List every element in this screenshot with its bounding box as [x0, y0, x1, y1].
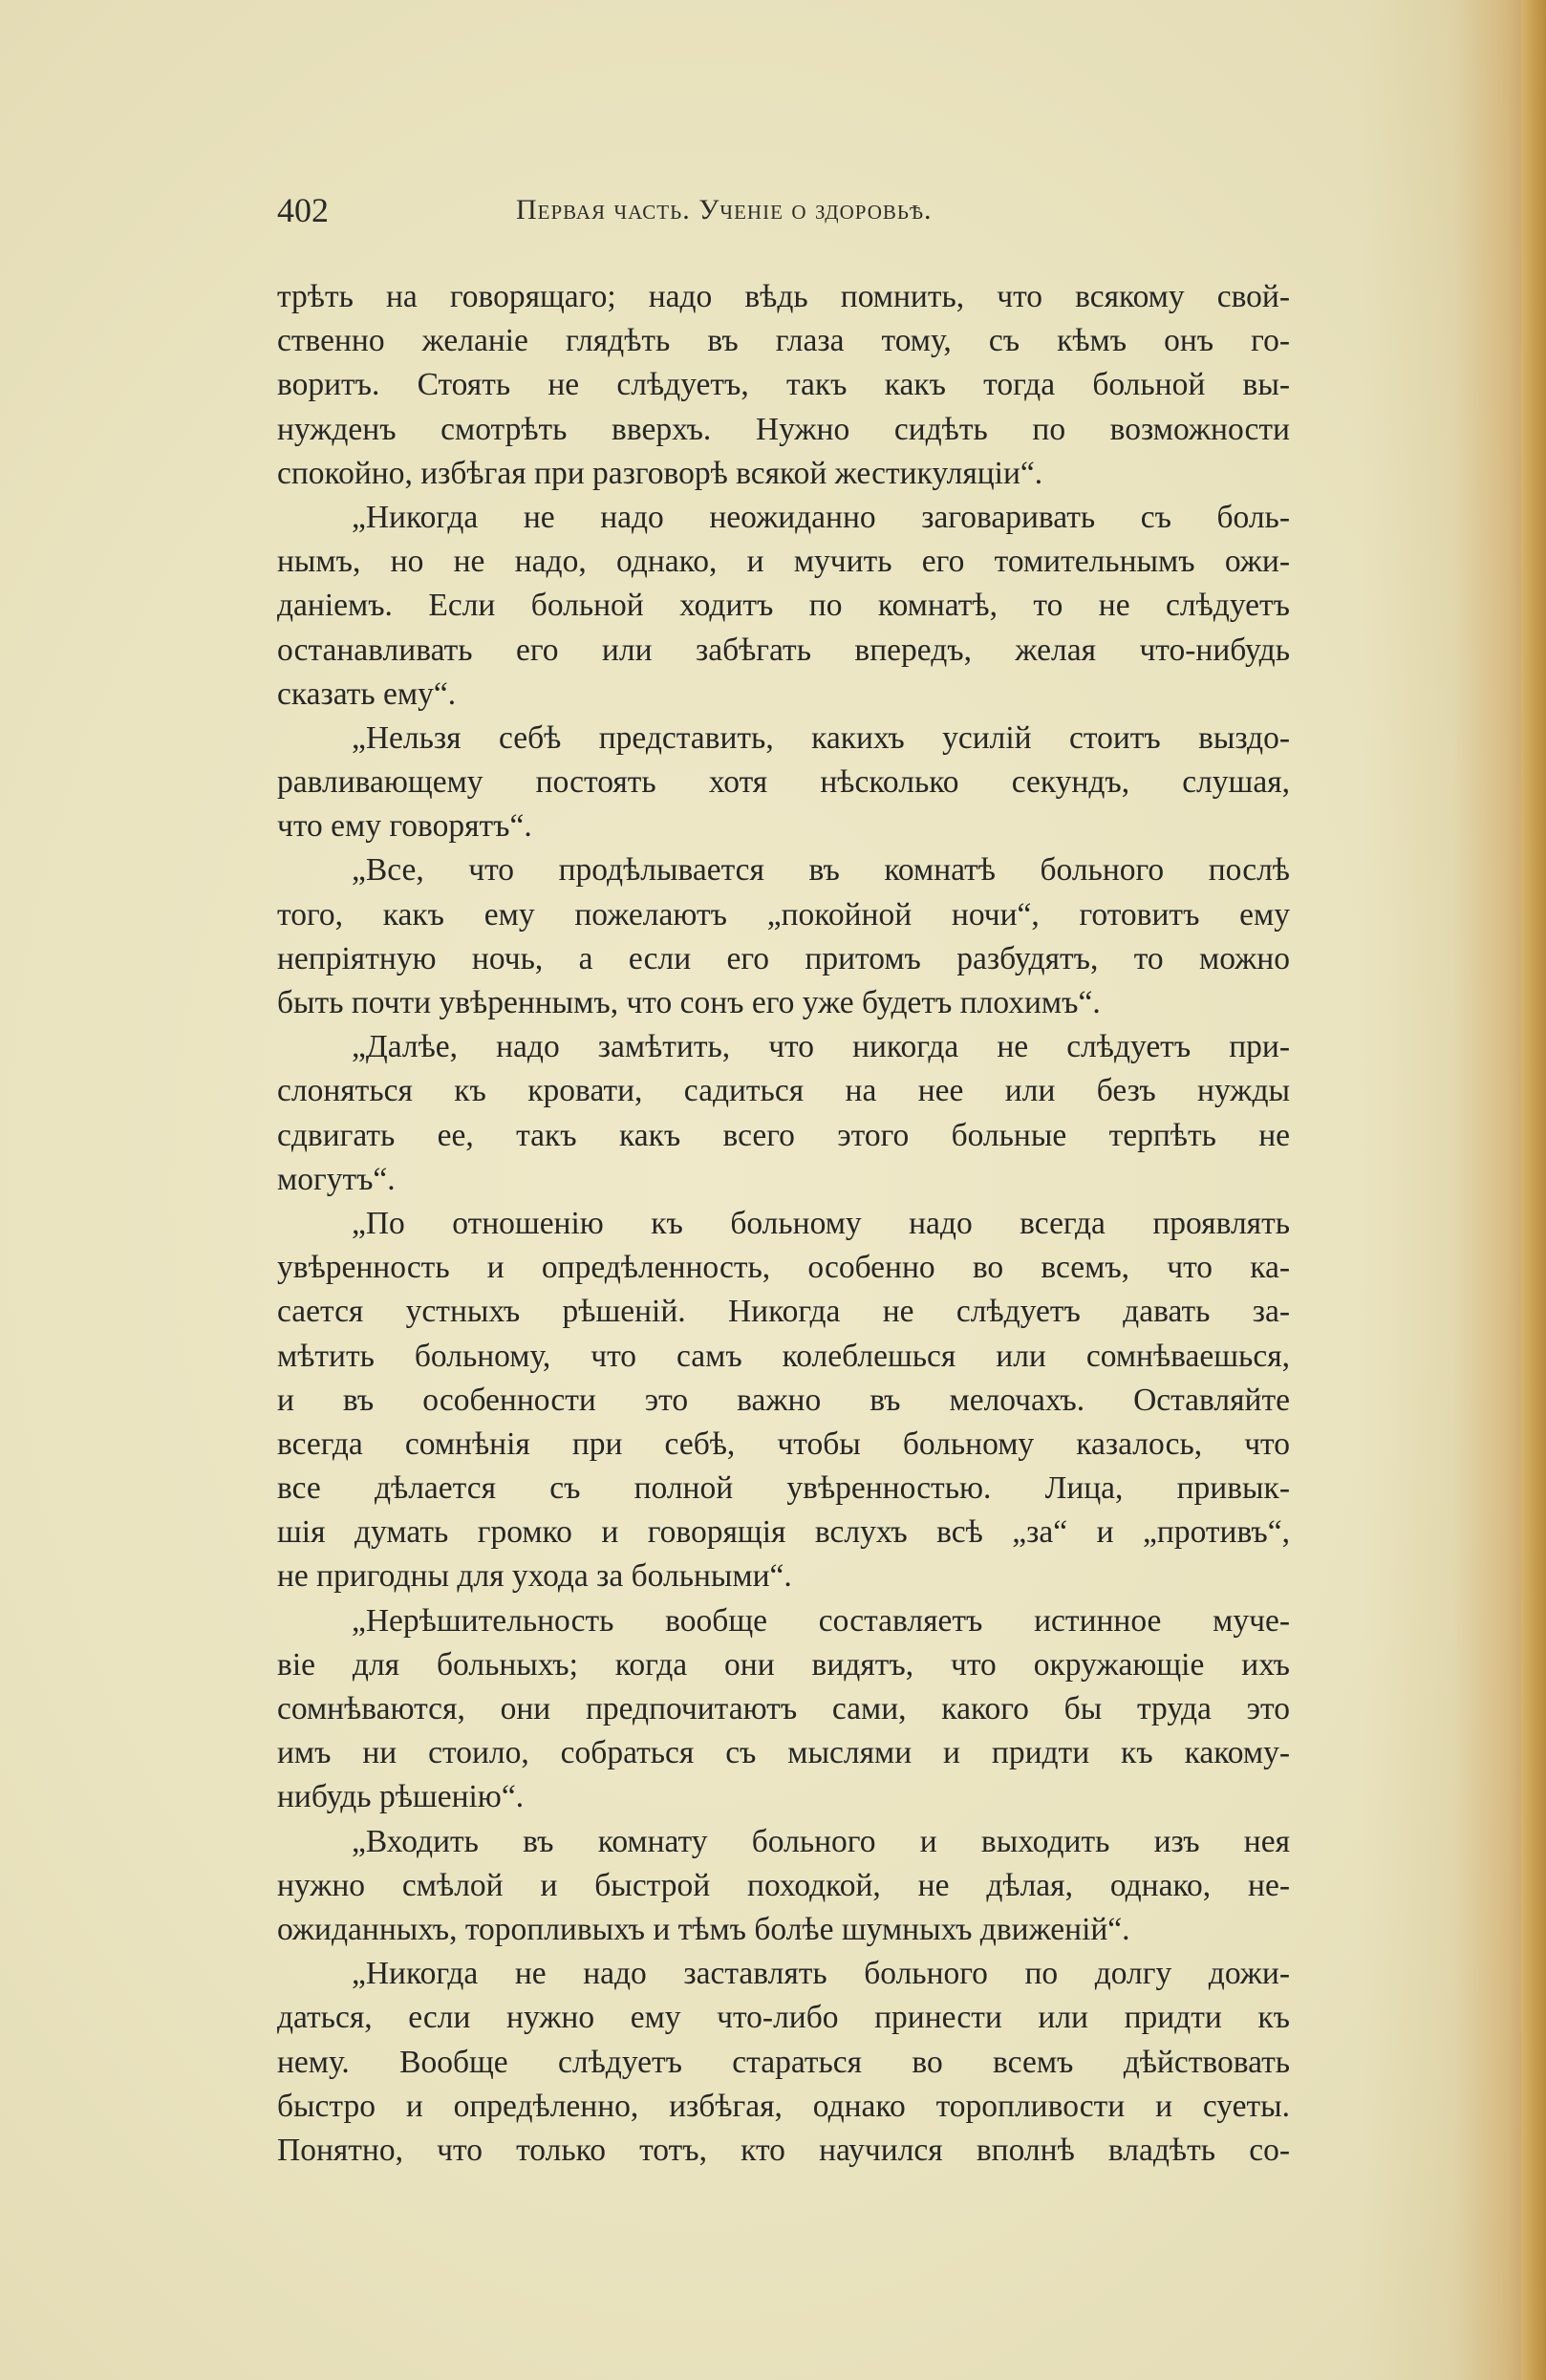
text-line: „Никогда не надо неожиданно заговаривать съ боль-	[352, 499, 1290, 535]
text-line: имъ ни стоило, собраться съ мыслями и придти къ какому-	[277, 1735, 1290, 1771]
text-line: „Все, что продѣлывается въ комнатѣ больного послѣ	[352, 852, 1290, 889]
text-line: воритъ. Стоять не слѣдуетъ, такъ какъ тогда больной вы-	[277, 367, 1290, 403]
text-line: „Входить въ комнату больного и выходить изъ нея	[352, 1823, 1290, 1859]
text-line: не пригодны для ухода за больными“.	[277, 1558, 792, 1595]
text-line: могутъ“.	[277, 1161, 396, 1197]
text-line: „Никогда не надо заставлять больного по долгу дожи-	[352, 1956, 1290, 1992]
text-line: Понятно, что только тотъ, кто научился вполнѣ владѣть со-	[277, 2132, 1290, 2168]
text-line: нужденъ смотрѣть вверхъ. Нужно сидѣть по возможности	[277, 411, 1290, 447]
text-line: „Далѣе, надо замѣтить, что никогда не слѣдуетъ при-	[352, 1029, 1290, 1065]
page-number: 402	[277, 191, 329, 229]
text-line: сказать ему“.	[277, 675, 457, 712]
text-line: того, какъ ему пожелаютъ „покойной ночи“, готовитъ ему	[277, 896, 1290, 933]
text-line: нибудь рѣшенію“.	[277, 1779, 525, 1815]
text-line: и въ особенности это важно въ мелочахъ. Оставляйте	[277, 1382, 1290, 1418]
text-line: ственно желаніе глядѣть въ глаза тому, съ кѣмъ онъ го-	[277, 323, 1290, 359]
text-line: быстро и опредѣленно, избѣгая, однако торопливости и суеты.	[277, 2088, 1290, 2124]
text-line: всегда сомнѣнія при себѣ, чтобы больному казалось, что	[277, 1426, 1290, 1462]
text-line: нужно смѣлой и быстрой походкой, не дѣлая, однако, не-	[277, 1867, 1290, 1903]
text-line: непріятную ночь, а если его притомъ разбудятъ, то можно	[277, 940, 1290, 976]
text-line: даніемъ. Если больной ходитъ по комнатѣ, то не слѣдуетъ	[277, 588, 1290, 624]
text-line: быть почти увѣреннымъ, что сонъ его уже будетъ плохимъ“.	[277, 985, 1101, 1020]
running-head	[277, 187, 1290, 233]
text-line: останавливать его или забѣгать впередъ, желая что-нибудь	[277, 632, 1290, 668]
text-line: слоняться къ кровати, садиться на нее или безъ нужды	[277, 1073, 1290, 1109]
text-line: что ему говорятъ“.	[277, 808, 532, 845]
running-head-title: Первая часть. Ученіе о здоровьѣ.	[516, 194, 933, 225]
text-line: нему. Вообще слѣдуетъ стараться во всемъ дѣйствовать	[277, 2044, 1290, 2080]
text-line: равливающему постоять хотя нѣсколько секундъ, слушая,	[277, 764, 1290, 801]
text-line: „Нерѣшительность вообще составляетъ истинное муче-	[352, 1602, 1290, 1639]
text-line: нымъ, но не надо, однако, и мучить его томительнымъ ожи-	[277, 544, 1290, 580]
text-line: мѣтить больному, что самъ колеблешься или сомнѣваешься,	[277, 1338, 1290, 1374]
text-line: даться, если нужно ему что-либо принести или придти къ	[277, 2000, 1290, 2036]
text-line: трѣть на говорящаго; надо вѣдь помнить, что всякому свой-	[277, 279, 1290, 314]
text-line: „По отношенію къ больному надо всегда проявлять	[352, 1205, 1290, 1241]
text-line: віе для больныхъ; когда они видятъ, что окружающіе ихъ	[277, 1646, 1290, 1683]
page-edge-shadow	[1521, 0, 1546, 2380]
text-line: сомнѣваются, они предпочитаютъ сами, какого бы труда это	[277, 1691, 1290, 1726]
text-line: сдвигать ее, такъ какъ всего этого больные терпѣть не	[277, 1117, 1290, 1153]
text-line: спокойно, избѣгая при разговорѣ всякой жестикуляціи“.	[277, 455, 1043, 491]
text-line: все дѣлается съ полной увѣренностью. Лица, привык-	[277, 1470, 1290, 1507]
body-text	[277, 275, 1290, 2173]
text-line: увѣренность и опредѣленность, особенно во всемъ, что ка-	[277, 1250, 1290, 1286]
text-line: шія думать громко и говорящія вслухъ всѣ „за“ и „противъ“,	[277, 1514, 1290, 1551]
text-line: „Нельзя себѣ представить, какихъ усилій стоитъ выздо-	[352, 719, 1290, 756]
text-line: ожиданныхъ, торопливыхъ и тѣмъ болѣе шумныхъ движеній“.	[277, 1911, 1130, 1947]
text-line: сается устныхъ рѣшеній. Никогда не слѣдуетъ давать за-	[277, 1294, 1290, 1330]
